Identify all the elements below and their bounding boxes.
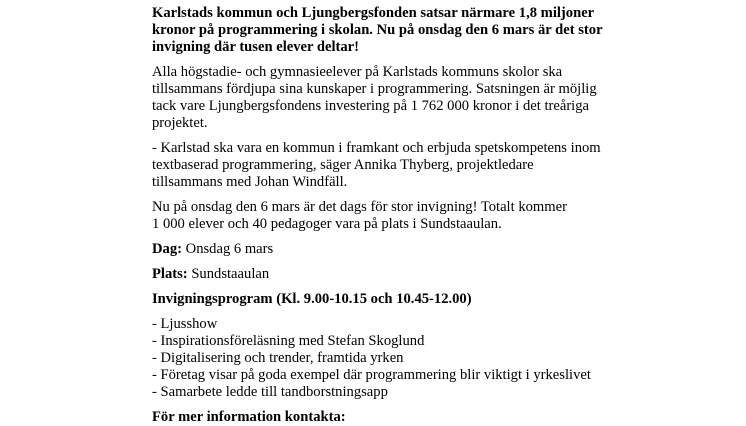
body-line: Nu på onsdag den 6 mars är det dags för stor invigning! Totalt kommer [152,199,567,215]
event-place-label: Plats: [152,266,188,282]
lead-line: Karlstads kommun och Ljungbergsfonden satsar närmare 1,8 miljoner [152,5,595,21]
program-heading: Invigningsprogram (Kl. 9.00-10.15 och 10.45-12.00) [152,291,472,307]
event-day-value: Onsdag 6 mars [182,241,274,257]
body-line: - Karlstad ska vara en kommun i framkant och erbjuda spetskompetens inom [152,140,601,156]
lead-line: invigning där tusen elever deltar! [152,39,360,55]
body-line: 1 000 elever och 40 pedagoger vara på plats i Sundstaaulan. [152,216,502,232]
body-line: tillsammans med Johan Windfäll. [152,174,348,190]
program-item: - Inspirationsföreläsning med Stefan Skoglund [152,333,425,349]
event-day-label: Dag: [152,241,182,257]
event-day [152,241,632,258]
body-paragraph-quote [152,140,632,191]
program-item: - Samarbete ledde till tandborstningsapp [152,384,388,400]
program-item: - Ljusshow [152,316,218,332]
press-release-document [152,5,632,426]
body-line: Alla högstadie- och gymnasieelever på Karlstads kommuns skolor ska [152,64,563,80]
event-place [152,266,632,283]
event-place-value: Sundstaaulan [187,266,270,282]
body-paragraph-inauguration [152,199,632,233]
program-item: - Digitalisering och trender, framtida yrken [152,350,404,366]
body-line: textbaserad programmering, säger Annika Thyberg, projektledare [152,157,534,173]
body-paragraph-funding [152,64,632,132]
program-item: - Företag visar på goda exempel där programmering blir viktigt i yrkeslivet [152,367,591,383]
body-line: tack vare Ljungbergsfondens investering på 1 762 000 kronor i det treåriga [152,98,590,114]
lead-line: kronor på programmering i skolan. Nu på onsdag den 6 mars är det stor [152,22,603,38]
body-line: tillsammans fördjupa sina kunskaper i programmering. Satsningen är möjlig [152,81,597,97]
program-list [152,316,632,401]
lead-paragraph [152,5,632,56]
contact-heading: För mer information kontakta: [152,409,346,425]
body-line: projektet. [152,115,208,131]
